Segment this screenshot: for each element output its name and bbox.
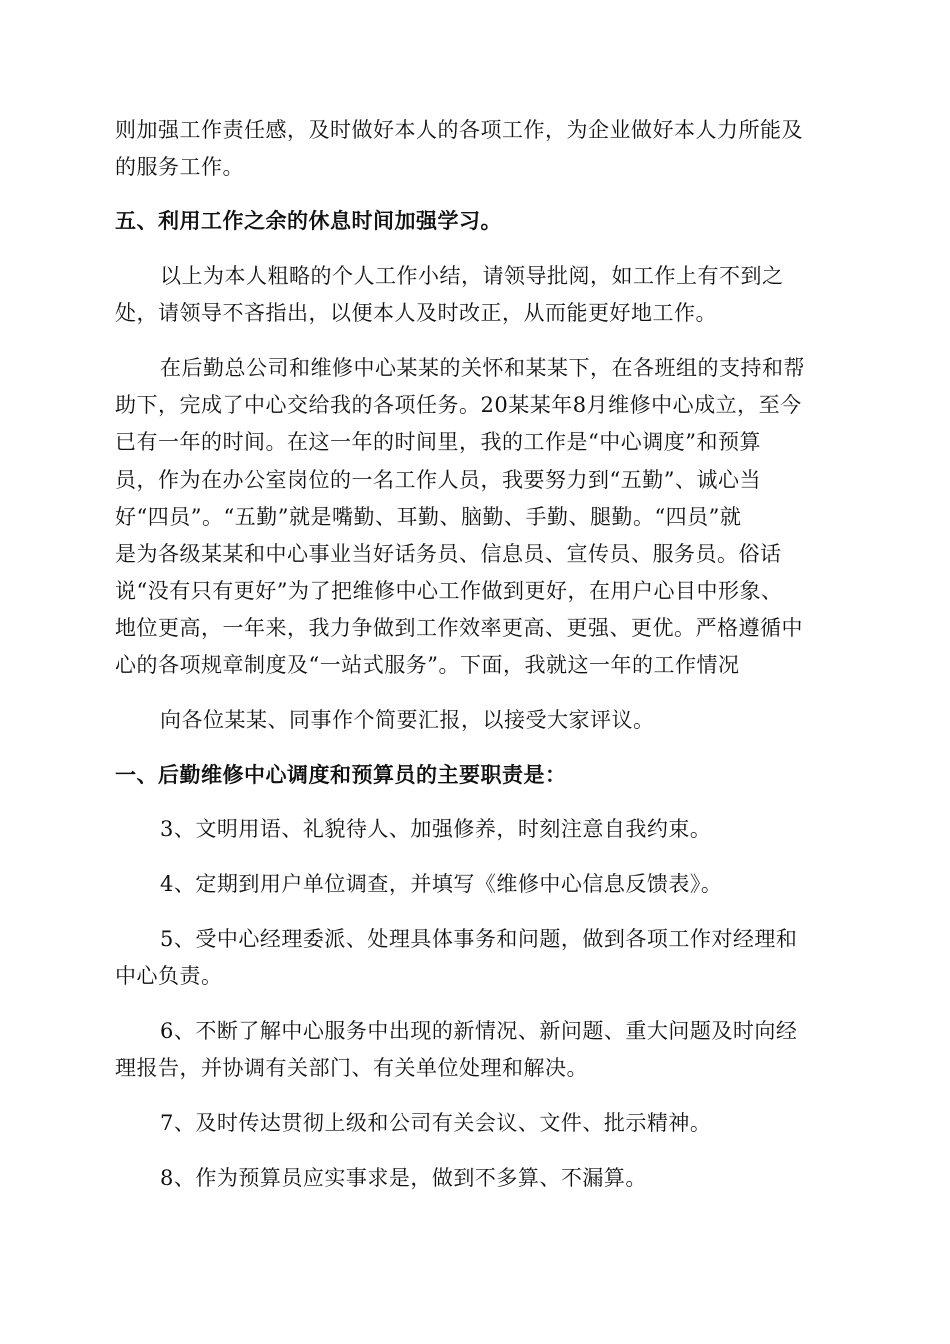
text-line: 好“四员”。“五勤”就是嘴勤、耳勤、脑勤、手勤、腿勤。“四员”就 [115, 505, 742, 529]
paragraph-first-line: 以上为本人粗略的个人工作小结，请领导批阅，如工作上有不到之 [160, 264, 784, 288]
list-item: 8、作为预算员应实事求是，做到不多算、不漏算。 [160, 1166, 647, 1190]
list-item: 7、及时传达贯彻上级和公司有关会议、文件、批示精神。 [160, 1111, 712, 1135]
list-item: 5、受中心经理委派、处理具体事务和问题，做到各项工作对经理和 [160, 927, 798, 951]
text-line: 员，作为在办公室岗位的一名工作人员，我要努力到“五勤”、诚心当 [115, 468, 761, 492]
text-line: 已有一年的时间。在这一年的时间里，我的工作是“中心调度”和预算 [115, 430, 761, 454]
text-line: 处，请领导不吝指出，以便本人及时改正，从而能更好地工作。 [115, 301, 717, 325]
section-heading: 五、利用工作之余的休息时间加强学习。 [115, 209, 502, 233]
text-line: 说“没有只有更好”为了把维修中心工作做到更好，在用户心目中形象、 [115, 579, 783, 603]
text-line: 地位更高，一年来，我力争做到工作效率更高、更强、更优。严格遵循中 [115, 616, 803, 640]
text-line: 的服务工作。 [115, 155, 244, 179]
text-line: 心的各项规章制度及“一站式服务”。下面，我就这一年的工作情况 [115, 653, 740, 677]
text-line: 中心负责。 [115, 964, 223, 988]
list-item: 3、文明用语、礼貌待人、加强修养，时刻注意自我约束。 [160, 817, 712, 841]
paragraph-first-line: 向各位某某、同事作个简要汇报，以接受大家评议。 [160, 708, 655, 732]
text-line: 理报告，并协调有关部门、有关单位处理和解决。 [115, 1056, 588, 1080]
text-line: 助下，完成了中心交给我的各项任务。20某某年8月维修中心成立，至今 [115, 393, 802, 417]
list-item: 4、定期到用户单位调查，并填写《维修中心信息反馈表》。 [160, 872, 723, 896]
section-heading: 一、后勤维修中心调度和预算员的主要职责是： [115, 763, 567, 787]
list-item: 6、不断了解中心服务中出现的新情况、新问题、重大问题及时向经 [160, 1019, 798, 1043]
paragraph-first-line: 在后勤总公司和维修中心某某的关怀和某某下，在各班组的支持和帮 [160, 356, 805, 380]
text-line: 则加强工作责任感，及时做好本人的各项工作，为企业做好本人力所能及 [115, 118, 803, 142]
text-line: 是为各级某某和中心事业当好话务员、信息员、宣传员、服务员。俗话 [115, 542, 782, 566]
